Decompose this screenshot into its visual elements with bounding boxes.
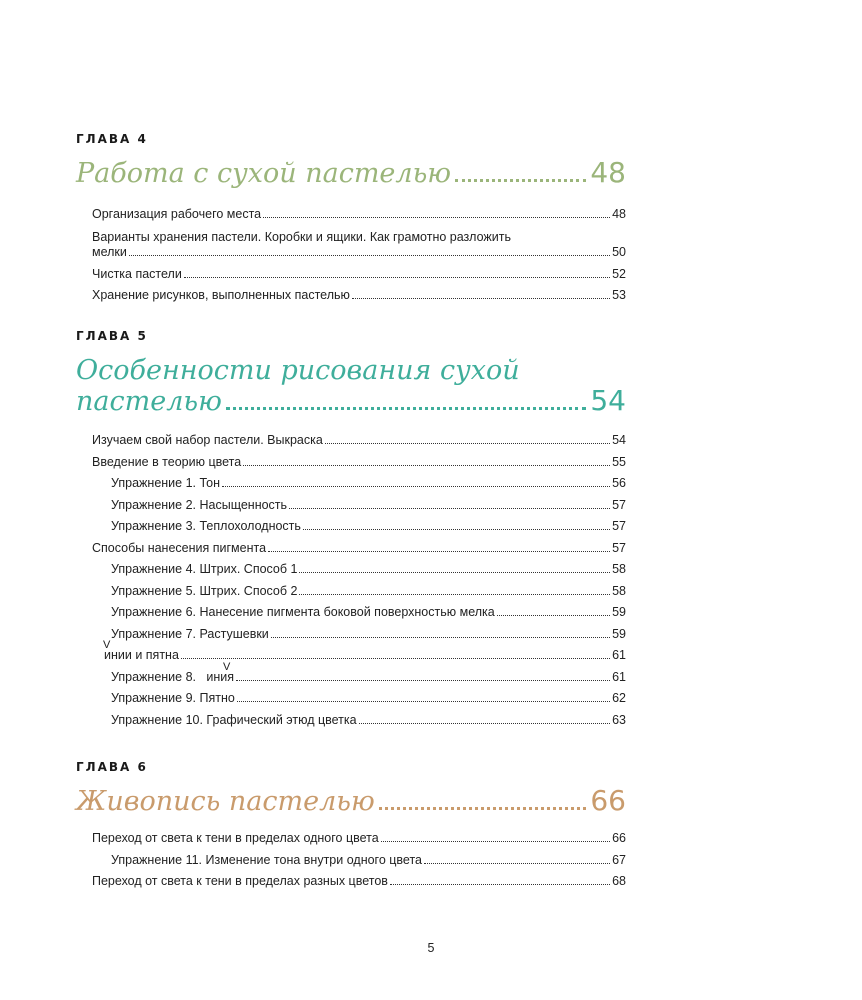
toc-entry-page: 52 [612, 266, 626, 281]
toc-entry[interactable] [92, 688, 626, 710]
toc-entry-page: 68 [612, 874, 626, 888]
missing-glyph-mark: V [223, 660, 231, 673]
chapter-title-line [76, 158, 626, 189]
toc-entry[interactable] [92, 204, 626, 226]
toc-entry-line2 [92, 245, 626, 260]
dot-leader [184, 277, 610, 278]
chapter-title[interactable] [76, 356, 626, 417]
toc-entry-page: 58 [612, 562, 626, 576]
dot-leader [243, 465, 610, 466]
toc-entry-page: 58 [612, 583, 626, 598]
toc-entry-page: 62 [612, 691, 626, 705]
toc-entry[interactable] [92, 871, 626, 893]
toc-entries [92, 828, 626, 893]
toc-entry-page: 54 [612, 433, 626, 447]
dot-leader [497, 615, 610, 616]
toc-entry[interactable] [92, 430, 626, 452]
toc-entry-text: Упражнение 11. Изменение тона внутри одного цвета [111, 852, 422, 867]
dot-leader [359, 723, 610, 724]
toc-entry-page: 61 [612, 648, 626, 662]
chapter-title[interactable] [76, 786, 626, 817]
chapter-title-text: Живопись пастелью [76, 786, 375, 817]
toc-entry-text: Хранение рисунков, выполненных пастелью [92, 288, 350, 302]
chapter-title-page: 66 [590, 784, 626, 817]
toc-entry[interactable] [92, 495, 626, 517]
toc-entry-page: 59 [612, 626, 626, 641]
toc-entry-page: 67 [612, 852, 626, 867]
toc-entry-text: Упражнение 10. Графический этюд цветка [111, 712, 357, 727]
missing-glyph-mark: V [103, 639, 111, 651]
toc-entry[interactable] [92, 624, 626, 646]
dot-leader [237, 701, 610, 702]
toc-entry-page: 50 [612, 244, 626, 259]
toc-entry[interactable] [92, 602, 626, 624]
dot-leader [299, 594, 610, 595]
dot-leader [379, 807, 587, 810]
toc-entry[interactable] [92, 538, 626, 560]
toc-entry[interactable] [92, 559, 626, 581]
toc-entry[interactable] [92, 710, 626, 732]
dot-leader [263, 217, 610, 218]
toc-entry-text: Введение в теорию цвета [92, 454, 242, 469]
dot-leader [236, 680, 610, 681]
toc-entry[interactable] [92, 516, 626, 538]
toc-entry-text: Упражнение 9. Пятно [111, 691, 235, 705]
toc-entry-text: Способы нанесения пигмента [92, 540, 267, 555]
toc-entry[interactable] [92, 581, 626, 603]
toc-entry-text: Чистка пастели [92, 266, 182, 281]
toc-entry-text: Упражнение 1. Тон [111, 476, 220, 490]
dot-leader [390, 884, 610, 885]
toc-entry-page: 53 [612, 288, 626, 302]
chapter-title-text: пастелью [76, 386, 222, 417]
toc-entry-page: 57 [612, 540, 626, 555]
chapter-title-line [76, 356, 626, 386]
toc-entry[interactable] [92, 264, 626, 286]
toc-entry-page: 55 [612, 454, 626, 469]
toc-entry-page: 56 [612, 476, 626, 490]
dot-leader [289, 508, 610, 509]
dot-leader [181, 658, 610, 659]
dot-leader [129, 255, 610, 256]
toc-entry-page: 48 [612, 207, 626, 221]
page-number: 5 [427, 941, 435, 955]
toc-entry-page: 66 [612, 831, 626, 845]
chapter-title-line [76, 786, 626, 817]
dot-leader [352, 298, 610, 299]
toc-entry-text: Переход от света к тени в пределах разных цветов [92, 874, 388, 888]
dot-leader [226, 407, 587, 410]
dot-leader [271, 637, 610, 638]
toc-entry-text: Упражнение 6. Нанесение пигмента боковой поверхностью мелка [111, 605, 495, 619]
chapter-title-page: 48 [590, 156, 626, 189]
toc-entry[interactable] [92, 473, 626, 495]
toc-entry-text: инии и пятна [104, 648, 179, 662]
dot-leader [424, 863, 610, 864]
dot-leader [299, 572, 610, 573]
toc-entry-page: 57 [612, 519, 626, 533]
chapter-label: ГЛАВА 6 [76, 760, 148, 774]
toc-entry-text: Организация рабочего места [92, 207, 262, 221]
toc-entries [92, 430, 626, 731]
toc-entry[interactable] [92, 828, 626, 850]
dot-leader [455, 179, 586, 182]
toc-entry-page: 63 [612, 712, 626, 727]
toc-entry-text: Упражнение 2. Насыщенность [111, 497, 288, 512]
toc-entry-text: Переход от света к тени в пределах одного цвета [92, 831, 379, 845]
toc-entry-page: 59 [612, 605, 626, 619]
chapter-title-line [76, 386, 626, 417]
chapter-title-page: 54 [590, 384, 626, 417]
chapter-label: ГЛАВА 5 [76, 329, 148, 343]
toc-entry-text-cont: мелки [92, 244, 127, 259]
toc-entry-text: Варианты хранения пастели. Коробки и ящики. Как грамотно разложить [92, 229, 511, 244]
dot-leader [222, 486, 610, 487]
toc-entry-text: Изучаем свой набор пастели. Выкраска [92, 433, 323, 447]
toc-entry[interactable] [92, 850, 626, 872]
chapter-label: ГЛАВА 4 [76, 132, 148, 146]
dot-leader [303, 529, 610, 530]
dot-leader [325, 443, 610, 444]
toc-entry-text: Упражнение 5. Штрих. Способ 2 [111, 583, 298, 598]
toc-entry-text: Упражнение 7. Растушевки [111, 626, 269, 641]
chapter-title-text: Работа с сухой пастелью [76, 158, 452, 189]
toc-entries [92, 204, 626, 307]
chapter-title-text: Особенности рисования сухой [76, 355, 520, 386]
toc-entry-page: 61 [612, 669, 626, 684]
toc-entry[interactable] [92, 285, 626, 307]
toc-entry-text: Упражнение 3. Теплохолодность [111, 519, 301, 533]
toc-entry[interactable] [92, 660, 626, 689]
dot-leader [268, 551, 610, 552]
toc-entry-text: Упражнение 8. иния [111, 669, 235, 684]
toc-entry[interactable] [92, 452, 626, 474]
toc-entry[interactable] [92, 639, 626, 667]
toc-entry-text: Упражнение 4. Штрих. Способ 1 [111, 562, 298, 576]
dot-leader [381, 841, 610, 842]
toc-entry-page: 57 [612, 497, 626, 512]
toc-entry[interactable] [92, 230, 626, 260]
chapter-title[interactable] [76, 158, 626, 189]
